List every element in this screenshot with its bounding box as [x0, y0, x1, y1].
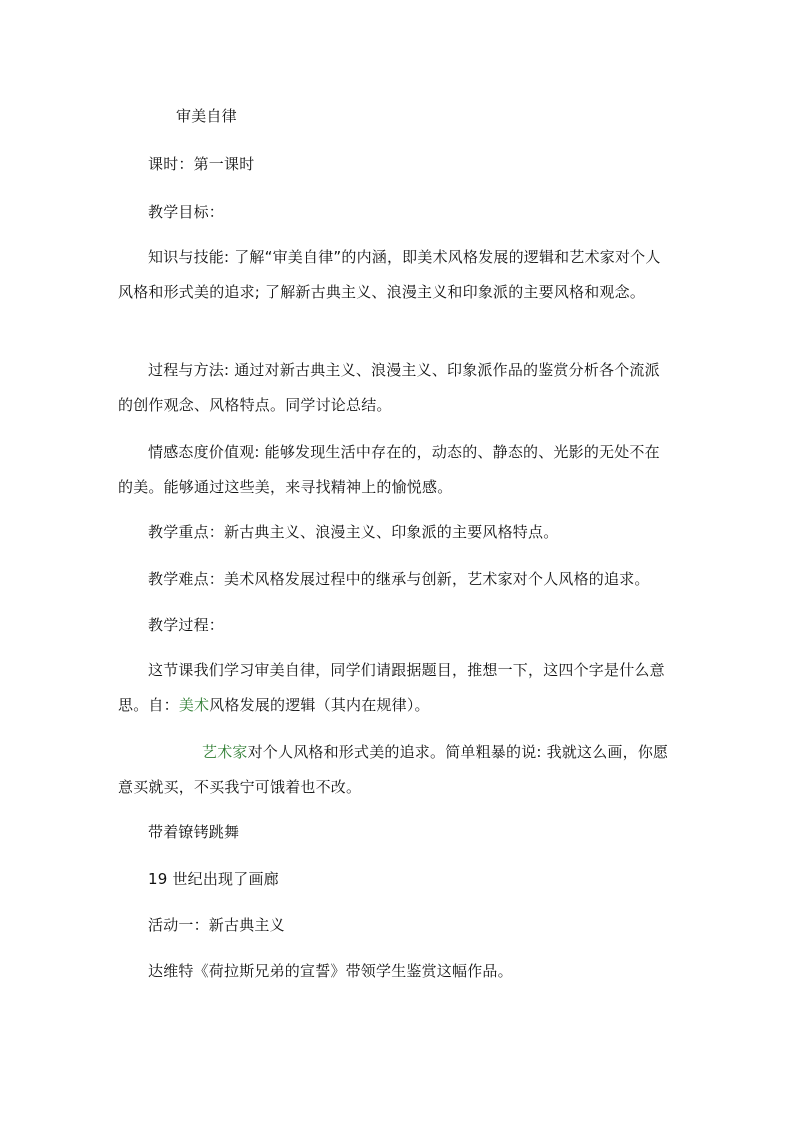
lesson-time: 课时：第一课时: [148, 155, 255, 173]
intro-highlight-meishu: 美术: [178, 696, 210, 714]
david-artwork-line: 达维特《荷拉斯兄弟的宣誓》带领学生鉴赏这幅作品。: [148, 962, 513, 980]
intro-text-1: 这节课我们学习审美自律，同学们请跟据题目，推想一下，这四个字是什么意思。自：: [118, 661, 665, 714]
activity-one-heading: 活动一：新古典主义: [148, 916, 285, 934]
difficulties: 教学难点：美术风格发展过程中的继承与创新，艺术家对个人风格的追求。: [148, 570, 650, 588]
objective-process-method: 过程与方法: 通过对新古典主义、浪漫主义、印象派作品的鉴赏分析各个流派的创作观念、风格特点。同学讨论总结。: [118, 361, 660, 414]
objective-knowledge-skill: 知识与技能: 了解“审美自律”的内涵，即美术风格发展的逻辑和艺术家对个人风格和形式美的追求; 了解新古典主义、浪漫主义和印象派的主要风格和观念。: [118, 248, 661, 301]
key-points: 教学重点：新古典主义、浪漫主义、印象派的主要风格特点。: [148, 523, 559, 541]
process-heading: 教学过程：: [148, 616, 225, 634]
gallery-line: 19 世纪出现了画廊: [148, 870, 279, 888]
document-title: 审美自律: [176, 107, 237, 125]
shackles-line: 带着镣铐跳舞: [148, 823, 240, 841]
objectives-heading: 教学目标：: [148, 203, 225, 221]
artist-text: 对个人风格和形式美的追求。简单粗暴的说: 我就这么画，你愿意买就买，不买我宁可饿着也不改。: [118, 743, 669, 796]
artist-highlight: 艺术家: [202, 743, 248, 761]
artist-paragraph: [118, 735, 674, 805]
intro-paragraph: [118, 653, 674, 723]
objective-emotion-values: 情感态度价值观: 能够发现生活中存在的，动态的、静态的、光影的无处不在的美。能够通过这些美，来寻找精神上的愉悦感。: [118, 443, 660, 496]
intro-text-2: 风格发展的逻辑（其内在规律）。: [209, 696, 430, 714]
